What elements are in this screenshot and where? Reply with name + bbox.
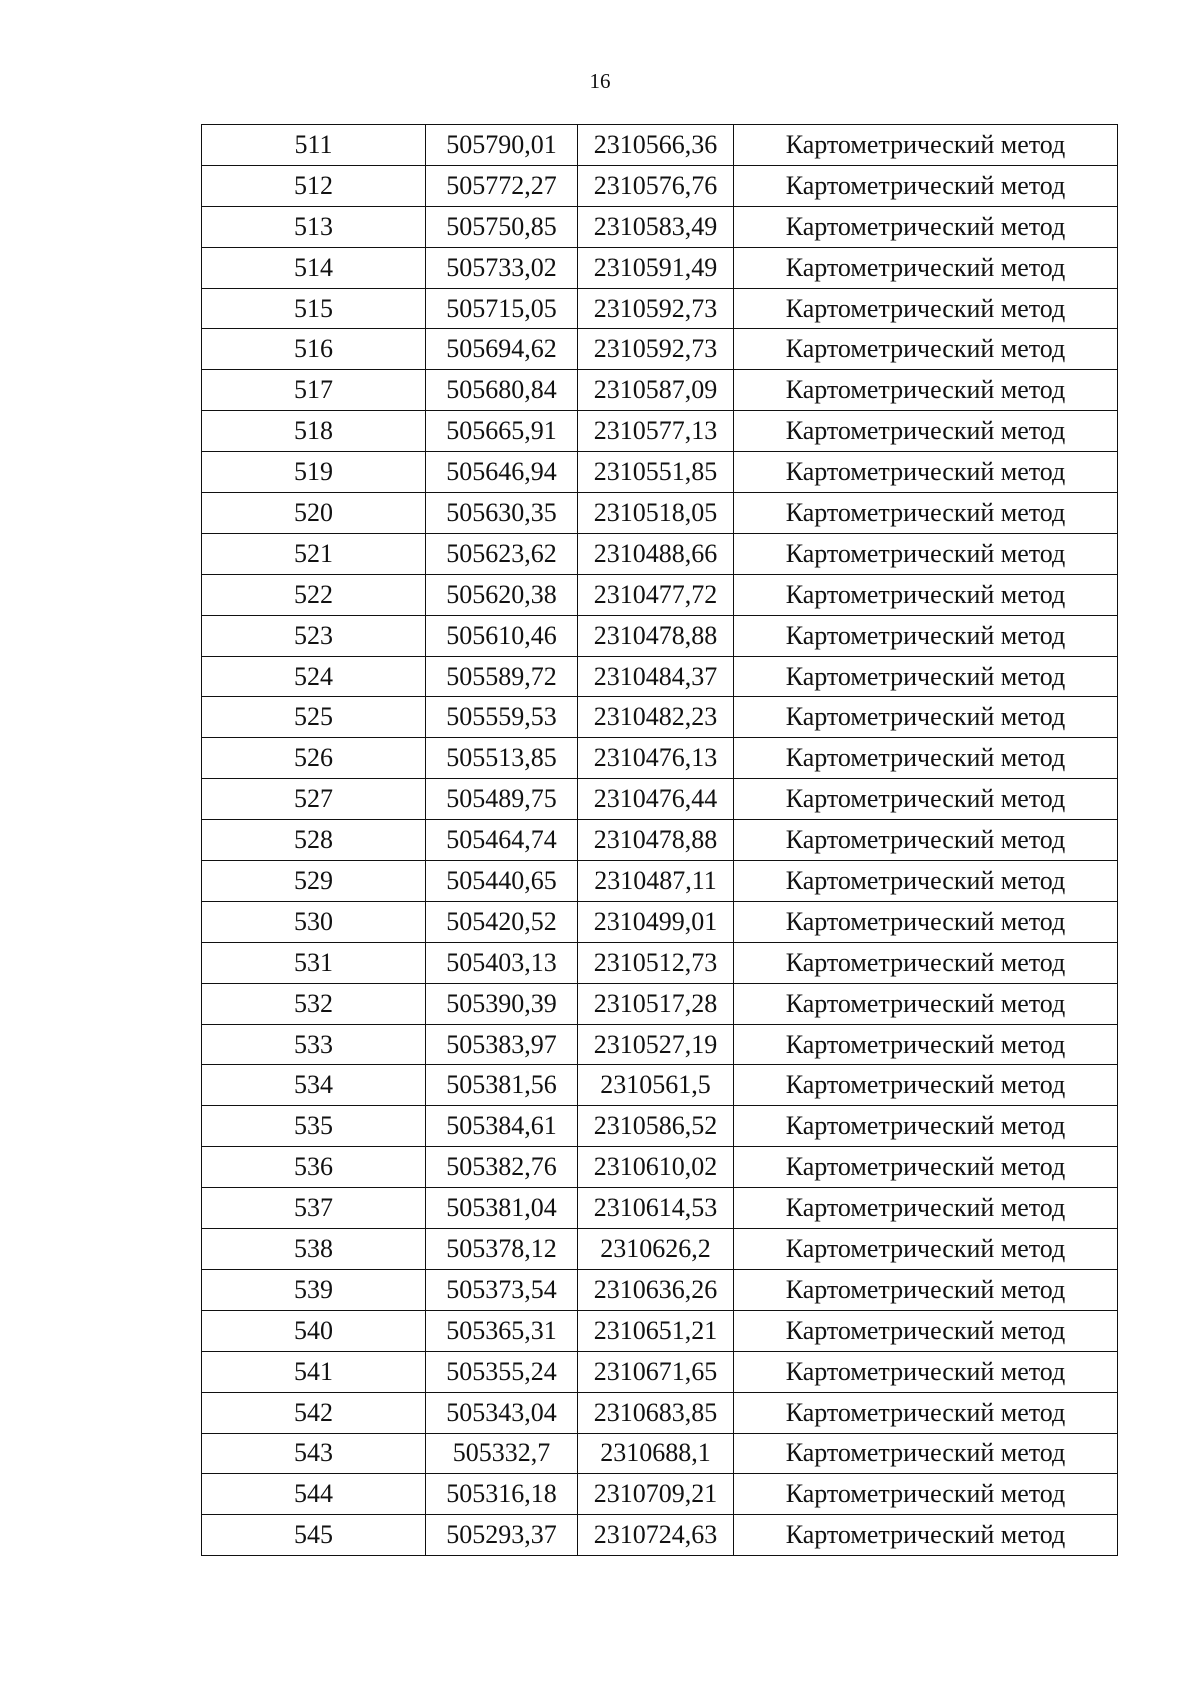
x-coordinate-cell: 505694,62: [426, 329, 578, 370]
method-cell: Картометрический метод: [734, 1188, 1118, 1229]
method-cell: Картометрический метод: [734, 1474, 1118, 1515]
point-number-cell: 511: [202, 125, 426, 166]
method-cell: Картометрический метод: [734, 1147, 1118, 1188]
y-coordinate-cell: 2310724,63: [578, 1515, 734, 1556]
y-coordinate-cell: 2310561,5: [578, 1065, 734, 1106]
x-coordinate-cell: 505489,75: [426, 779, 578, 820]
y-coordinate-cell: 2310683,85: [578, 1392, 734, 1433]
table-row: [202, 861, 1118, 902]
table-row: [202, 1269, 1118, 1310]
point-number-cell: 533: [202, 1024, 426, 1065]
method-cell: Картометрический метод: [734, 1433, 1118, 1474]
method-cell: Картометрический метод: [734, 942, 1118, 983]
method-cell: Картометрический метод: [734, 779, 1118, 820]
y-coordinate-cell: 2310626,2: [578, 1229, 734, 1270]
x-coordinate-cell: 505343,04: [426, 1392, 578, 1433]
point-number-cell: 513: [202, 206, 426, 247]
point-number-cell: 512: [202, 165, 426, 206]
point-number-cell: 539: [202, 1269, 426, 1310]
table-row: [202, 1310, 1118, 1351]
table-row: [202, 1515, 1118, 1556]
y-coordinate-cell: 2310488,66: [578, 533, 734, 574]
point-number-cell: 529: [202, 861, 426, 902]
point-number-cell: 527: [202, 779, 426, 820]
y-coordinate-cell: 2310476,13: [578, 738, 734, 779]
x-coordinate-cell: 505513,85: [426, 738, 578, 779]
x-coordinate-cell: 505420,52: [426, 901, 578, 942]
x-coordinate-cell: 505440,65: [426, 861, 578, 902]
point-number-cell: 518: [202, 411, 426, 452]
x-coordinate-cell: 505610,46: [426, 615, 578, 656]
x-coordinate-cell: 505559,53: [426, 697, 578, 738]
x-coordinate-cell: 505293,37: [426, 1515, 578, 1556]
point-number-cell: 526: [202, 738, 426, 779]
x-coordinate-cell: 505665,91: [426, 411, 578, 452]
x-coordinate-cell: 505381,04: [426, 1188, 578, 1229]
point-number-cell: 519: [202, 452, 426, 493]
table-row: [202, 615, 1118, 656]
y-coordinate-cell: 2310499,01: [578, 901, 734, 942]
method-cell: Картометрический метод: [734, 452, 1118, 493]
point-number-cell: 520: [202, 493, 426, 534]
y-coordinate-cell: 2310487,11: [578, 861, 734, 902]
point-number-cell: 535: [202, 1106, 426, 1147]
x-coordinate-cell: 505355,24: [426, 1351, 578, 1392]
table-row: [202, 820, 1118, 861]
x-coordinate-cell: 505750,85: [426, 206, 578, 247]
method-cell: Картометрический метод: [734, 656, 1118, 697]
y-coordinate-cell: 2310651,21: [578, 1310, 734, 1351]
table-row: [202, 656, 1118, 697]
method-cell: Картометрический метод: [734, 861, 1118, 902]
point-number-cell: 531: [202, 942, 426, 983]
method-cell: Картометрический метод: [734, 1024, 1118, 1065]
x-coordinate-cell: 505365,31: [426, 1310, 578, 1351]
method-cell: Картометрический метод: [734, 370, 1118, 411]
y-coordinate-cell: 2310527,19: [578, 1024, 734, 1065]
x-coordinate-cell: 505630,35: [426, 493, 578, 534]
point-number-cell: 545: [202, 1515, 426, 1556]
method-cell: Картометрический метод: [734, 411, 1118, 452]
y-coordinate-cell: 2310592,73: [578, 288, 734, 329]
y-coordinate-cell: 2310551,85: [578, 452, 734, 493]
x-coordinate-cell: 505403,13: [426, 942, 578, 983]
y-coordinate-cell: 2310614,53: [578, 1188, 734, 1229]
point-number-cell: 515: [202, 288, 426, 329]
table-row: [202, 1065, 1118, 1106]
x-coordinate-cell: 505390,39: [426, 983, 578, 1024]
method-cell: Картометрический метод: [734, 1106, 1118, 1147]
x-coordinate-cell: 505790,01: [426, 125, 578, 166]
page-number: 16: [589, 69, 611, 93]
table-row: [202, 1229, 1118, 1270]
table-row: [202, 411, 1118, 452]
y-coordinate-cell: 2310484,37: [578, 656, 734, 697]
point-number-cell: 538: [202, 1229, 426, 1270]
point-number-cell: 523: [202, 615, 426, 656]
point-number-cell: 543: [202, 1433, 426, 1474]
method-cell: Картометрический метод: [734, 206, 1118, 247]
y-coordinate-cell: 2310576,76: [578, 165, 734, 206]
method-cell: Картометрический метод: [734, 165, 1118, 206]
table-row: [202, 165, 1118, 206]
method-cell: Картометрический метод: [734, 1229, 1118, 1270]
point-number-cell: 536: [202, 1147, 426, 1188]
table-row: [202, 1474, 1118, 1515]
x-coordinate-cell: 505589,72: [426, 656, 578, 697]
table-row: [202, 779, 1118, 820]
y-coordinate-cell: 2310478,88: [578, 820, 734, 861]
point-number-cell: 544: [202, 1474, 426, 1515]
y-coordinate-cell: 2310592,73: [578, 329, 734, 370]
method-cell: Картометрический метод: [734, 1351, 1118, 1392]
x-coordinate-cell: 505381,56: [426, 1065, 578, 1106]
x-coordinate-cell: 505772,27: [426, 165, 578, 206]
y-coordinate-cell: 2310482,23: [578, 697, 734, 738]
x-coordinate-cell: 505383,97: [426, 1024, 578, 1065]
y-coordinate-cell: 2310688,1: [578, 1433, 734, 1474]
method-cell: Картометрический метод: [734, 738, 1118, 779]
x-coordinate-cell: 505680,84: [426, 370, 578, 411]
table-row: [202, 1351, 1118, 1392]
point-number-cell: 542: [202, 1392, 426, 1433]
method-cell: Картометрический метод: [734, 574, 1118, 615]
point-number-cell: 524: [202, 656, 426, 697]
table-row: [202, 574, 1118, 615]
x-coordinate-cell: 505373,54: [426, 1269, 578, 1310]
y-coordinate-cell: 2310566,36: [578, 125, 734, 166]
y-coordinate-cell: 2310476,44: [578, 779, 734, 820]
table-row: [202, 125, 1118, 166]
table-row: [202, 1147, 1118, 1188]
y-coordinate-cell: 2310671,65: [578, 1351, 734, 1392]
point-number-cell: 528: [202, 820, 426, 861]
point-number-cell: 517: [202, 370, 426, 411]
x-coordinate-cell: 505384,61: [426, 1106, 578, 1147]
point-number-cell: 530: [202, 901, 426, 942]
table-row: [202, 901, 1118, 942]
table-row: [202, 983, 1118, 1024]
x-coordinate-cell: 505316,18: [426, 1474, 578, 1515]
x-coordinate-cell: 505332,7: [426, 1433, 578, 1474]
x-coordinate-cell: 505464,74: [426, 820, 578, 861]
point-number-cell: 540: [202, 1310, 426, 1351]
method-cell: Картометрический метод: [734, 329, 1118, 370]
table-row: [202, 288, 1118, 329]
y-coordinate-cell: 2310591,49: [578, 247, 734, 288]
point-number-cell: 532: [202, 983, 426, 1024]
method-cell: Картометрический метод: [734, 533, 1118, 574]
table-row: [202, 206, 1118, 247]
y-coordinate-cell: 2310586,52: [578, 1106, 734, 1147]
method-cell: Картометрический метод: [734, 125, 1118, 166]
method-cell: Картометрический метод: [734, 820, 1118, 861]
point-number-cell: 534: [202, 1065, 426, 1106]
coordinates-table-body: [202, 125, 1118, 1556]
table-row: [202, 1106, 1118, 1147]
point-number-cell: 522: [202, 574, 426, 615]
x-coordinate-cell: 505378,12: [426, 1229, 578, 1270]
table-row: [202, 247, 1118, 288]
point-number-cell: 516: [202, 329, 426, 370]
x-coordinate-cell: 505620,38: [426, 574, 578, 615]
table-row: [202, 1024, 1118, 1065]
table-row: [202, 370, 1118, 411]
coordinates-table: [201, 124, 1118, 1556]
method-cell: Картометрический метод: [734, 1269, 1118, 1310]
table-row: [202, 738, 1118, 779]
y-coordinate-cell: 2310517,28: [578, 983, 734, 1024]
x-coordinate-cell: 505646,94: [426, 452, 578, 493]
method-cell: Картометрический метод: [734, 697, 1118, 738]
method-cell: Картометрический метод: [734, 493, 1118, 534]
method-cell: Картометрический метод: [734, 288, 1118, 329]
table-row: [202, 697, 1118, 738]
table-row: [202, 493, 1118, 534]
table-row: [202, 452, 1118, 493]
point-number-cell: 525: [202, 697, 426, 738]
y-coordinate-cell: 2310583,49: [578, 206, 734, 247]
x-coordinate-cell: 505382,76: [426, 1147, 578, 1188]
x-coordinate-cell: 505715,05: [426, 288, 578, 329]
point-number-cell: 521: [202, 533, 426, 574]
method-cell: Картометрический метод: [734, 1310, 1118, 1351]
table-row: [202, 1392, 1118, 1433]
y-coordinate-cell: 2310587,09: [578, 370, 734, 411]
y-coordinate-cell: 2310518,05: [578, 493, 734, 534]
y-coordinate-cell: 2310709,21: [578, 1474, 734, 1515]
table-row: [202, 329, 1118, 370]
method-cell: Картометрический метод: [734, 615, 1118, 656]
method-cell: Картометрический метод: [734, 247, 1118, 288]
table-row: [202, 1433, 1118, 1474]
table-row: [202, 942, 1118, 983]
point-number-cell: 541: [202, 1351, 426, 1392]
y-coordinate-cell: 2310477,72: [578, 574, 734, 615]
y-coordinate-cell: 2310636,26: [578, 1269, 734, 1310]
y-coordinate-cell: 2310610,02: [578, 1147, 734, 1188]
y-coordinate-cell: 2310478,88: [578, 615, 734, 656]
y-coordinate-cell: 2310577,13: [578, 411, 734, 452]
method-cell: Картометрический метод: [734, 983, 1118, 1024]
table-row: [202, 1188, 1118, 1229]
method-cell: Картометрический метод: [734, 1065, 1118, 1106]
method-cell: Картометрический метод: [734, 901, 1118, 942]
method-cell: Картометрический метод: [734, 1392, 1118, 1433]
x-coordinate-cell: 505733,02: [426, 247, 578, 288]
method-cell: Картометрический метод: [734, 1515, 1118, 1556]
point-number-cell: 537: [202, 1188, 426, 1229]
point-number-cell: 514: [202, 247, 426, 288]
x-coordinate-cell: 505623,62: [426, 533, 578, 574]
table-row: [202, 533, 1118, 574]
y-coordinate-cell: 2310512,73: [578, 942, 734, 983]
